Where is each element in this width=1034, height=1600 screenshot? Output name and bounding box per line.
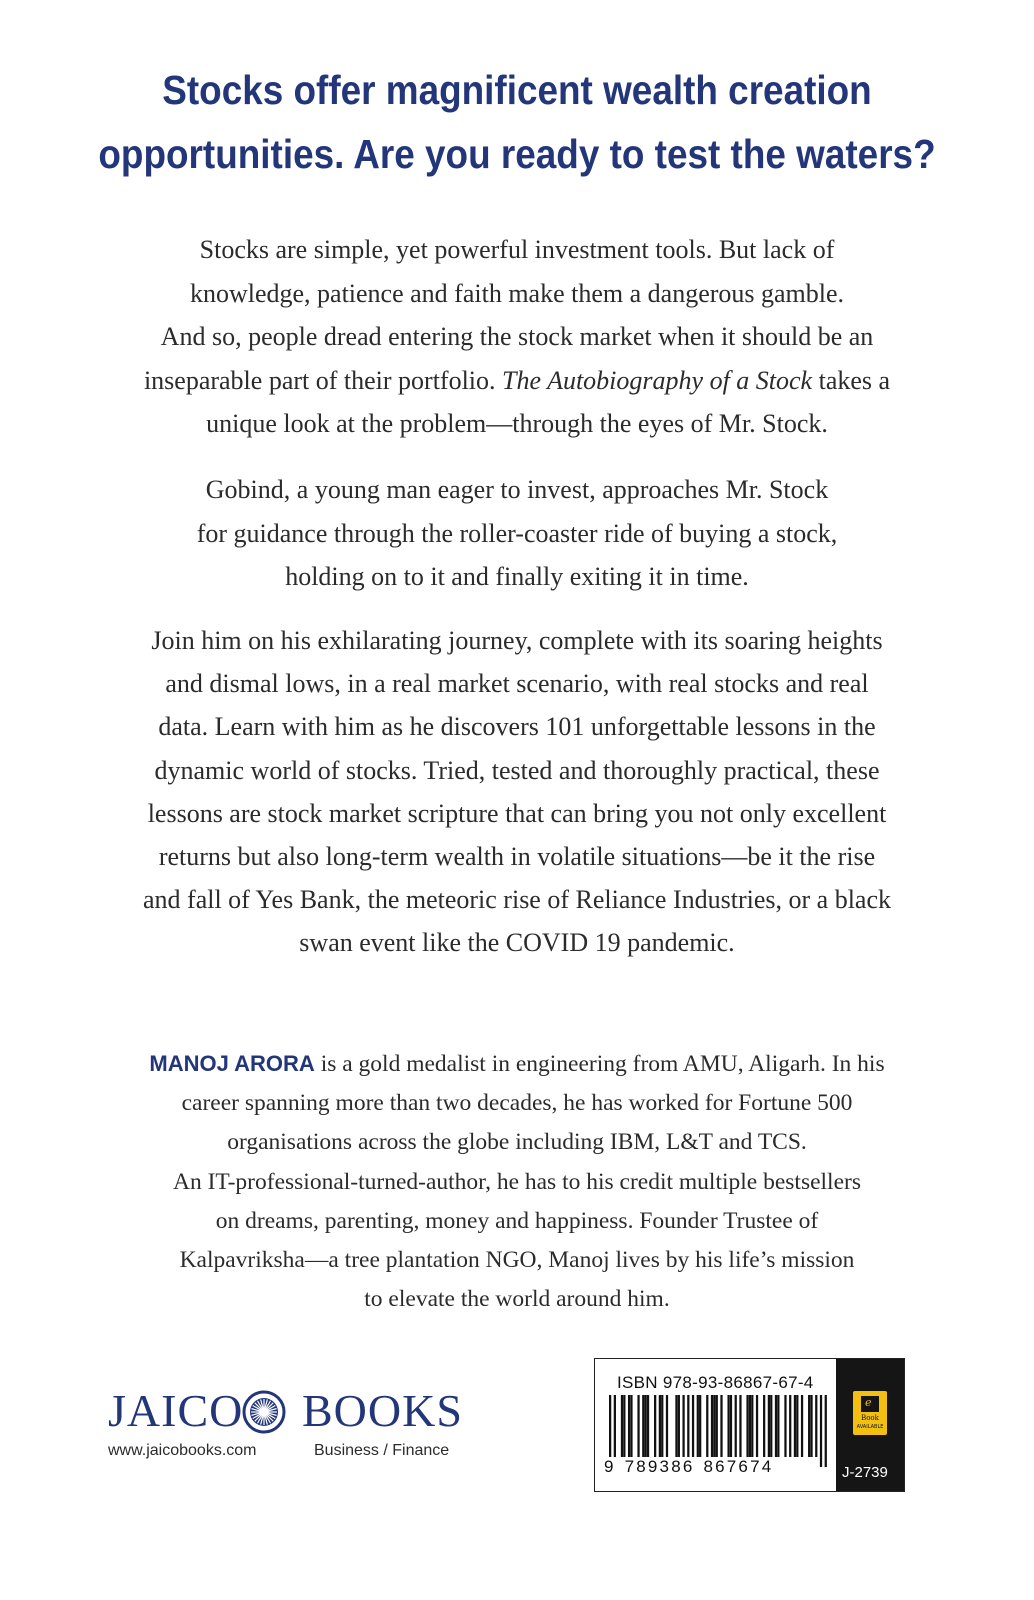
text-line xyxy=(90,1044,944,1084)
barcode-bar xyxy=(692,1395,694,1457)
barcode-bar xyxy=(796,1395,798,1457)
barcode-bar xyxy=(810,1395,812,1457)
blurb-paragraph-2 xyxy=(90,468,944,599)
text-line: lessons are stock market scripture that can bring you not only excellent xyxy=(147,798,887,828)
product-code: J-2739 xyxy=(842,1464,888,1481)
chakra-wheel-icon xyxy=(242,1390,286,1434)
text-line: organisations across the globe including IBM, L&T and TCS. xyxy=(227,1129,807,1156)
text-line: Gobind, a young man eager to invest, approaches Mr. Stock xyxy=(205,475,829,504)
barcode-bar xyxy=(678,1395,680,1457)
barcode-bar xyxy=(654,1395,656,1457)
publisher-name-right: BOOKS xyxy=(302,1385,463,1436)
text-line: Kalpavriksha—a tree plantation NGO, Manoj lives by his life’s mission xyxy=(179,1247,855,1274)
text-line xyxy=(90,359,944,403)
isbn-number: ISBN 978-93-86867-67-4 xyxy=(617,1373,814,1392)
barcode-bar xyxy=(647,1395,649,1457)
text-line: And so, people dread entering the stock market when it should be an xyxy=(160,322,874,351)
text-line: holding on to it and finally exiting it in time. xyxy=(285,562,749,591)
barcode-bar xyxy=(675,1395,677,1457)
barcode-bar xyxy=(711,1395,713,1457)
barcode-bar xyxy=(621,1395,623,1457)
barcode-bar xyxy=(794,1395,796,1457)
barcode-digits xyxy=(603,1457,774,1477)
barcode-digit-group: 789386 xyxy=(624,1457,695,1476)
barcode-bar xyxy=(751,1395,753,1457)
text-line: unique look at the problem—through the eyes of Mr. Stock. xyxy=(206,409,828,438)
barcode-bar xyxy=(628,1395,630,1457)
isbn-barcode-box xyxy=(594,1358,905,1492)
book-title: The Autobiography of a Stock xyxy=(502,365,813,395)
barcode-bar xyxy=(770,1395,772,1457)
author-bio xyxy=(90,1044,944,1319)
barcode-bar xyxy=(623,1395,625,1457)
headline-line: Stocks offer magnificent wealth creation xyxy=(162,67,872,113)
text-line: Join him on his exhilarating journey, complete with its soaring heights xyxy=(151,626,883,655)
barcode-bar xyxy=(775,1395,777,1457)
barcode-bar xyxy=(666,1395,668,1457)
text-line: swan event like the COVID 19 pandemic. xyxy=(299,928,735,958)
barcode-bar xyxy=(630,1395,632,1457)
barcode-bar xyxy=(808,1395,810,1457)
barcode-bar xyxy=(699,1395,701,1457)
barcode-bar xyxy=(730,1395,732,1457)
text-line: career spanning more than two decades, he has worked for Fortune 500 xyxy=(181,1090,853,1117)
barcode-bar xyxy=(739,1395,741,1457)
headline-line: opportunities. Are you ready to test the waters? xyxy=(98,131,936,177)
publisher-url: www.jaicobooks.com xyxy=(108,1442,257,1459)
text-line: to elevate the world around him. xyxy=(364,1286,670,1313)
text-line: and dismal lows, in a real market scenario, with real stocks and real xyxy=(165,669,869,699)
barcode-bar xyxy=(801,1395,803,1457)
ebook-label: Book xyxy=(861,1414,879,1422)
barcode-bar xyxy=(825,1395,827,1467)
headline xyxy=(88,58,947,186)
barcode-bar xyxy=(727,1395,729,1457)
barcode-bar xyxy=(749,1395,751,1457)
ebook-letter: e xyxy=(865,1396,872,1409)
barcode-bar xyxy=(789,1395,791,1457)
book-category: Business / Finance xyxy=(314,1442,450,1459)
text-line: dynamic world of stocks. Tried, tested and thoroughly practical, these xyxy=(154,755,880,785)
barcode-digit-prefix: 9 xyxy=(604,1457,616,1476)
barcode-digit-group: 867674 xyxy=(703,1457,774,1476)
text-line: Stocks are simple, yet powerful investment tools. But lack of xyxy=(199,235,835,264)
text-line: An IT-professional-turned-author, he has to his credit multiple bestsellers xyxy=(172,1168,861,1195)
barcode-bar xyxy=(637,1395,639,1457)
author-name: MANOJ ARORA xyxy=(149,1051,315,1076)
text-line: returns but also long-term wealth in volatile situations—be it the rise xyxy=(158,842,876,872)
barcode-bar xyxy=(784,1395,786,1457)
publisher-name-left: JAICO xyxy=(108,1385,244,1436)
barcode-bar xyxy=(746,1395,748,1457)
barcode-bar xyxy=(756,1395,758,1457)
ebook-available-icon xyxy=(853,1391,887,1435)
text-segment: inseparable part of their portfolio. xyxy=(143,365,503,395)
ebook-panel xyxy=(836,1359,904,1491)
barcode-bar xyxy=(687,1395,689,1457)
barcode-bar xyxy=(777,1395,779,1457)
text-line: on dreams, parenting, money and happiness. Founder Trustee of xyxy=(215,1207,819,1234)
barcode-bar xyxy=(735,1395,737,1457)
text-line: data. Learn with him as he discovers 101 unforgettable lessons in the xyxy=(158,712,876,742)
barcode-bar xyxy=(768,1395,770,1457)
text-line: for guidance through the roller-coaster ride of buying a stock, xyxy=(196,518,838,548)
ebook-available-label: AVAILABLE xyxy=(856,1424,884,1430)
barcode-bar xyxy=(642,1395,644,1457)
publisher-logo xyxy=(108,1386,488,1466)
blurb-paragraph-1 xyxy=(90,228,944,446)
text-line: and fall of Yes Bank, the meteoric rise of Reliance Industries, or a black xyxy=(143,885,891,915)
barcode-bar xyxy=(706,1395,708,1457)
barcode-bar xyxy=(659,1395,661,1457)
barcode-bar xyxy=(815,1395,817,1457)
text-segment: is a gold medalist in engineering from AMU, Aligarh. In his xyxy=(314,1051,885,1077)
barcode-bar xyxy=(697,1395,699,1457)
barcode-bar xyxy=(763,1395,765,1457)
barcode-bar xyxy=(713,1395,715,1457)
text-segment: takes a xyxy=(812,365,891,395)
text-line: knowledge, patience and faith make them a dangerous gamble. xyxy=(189,278,845,308)
barcode-bar xyxy=(645,1395,647,1457)
blurb-paragraph-3 xyxy=(90,619,944,965)
barcode-bar xyxy=(661,1395,663,1457)
barcode-bar xyxy=(682,1395,684,1457)
barcode-bar xyxy=(820,1395,822,1467)
